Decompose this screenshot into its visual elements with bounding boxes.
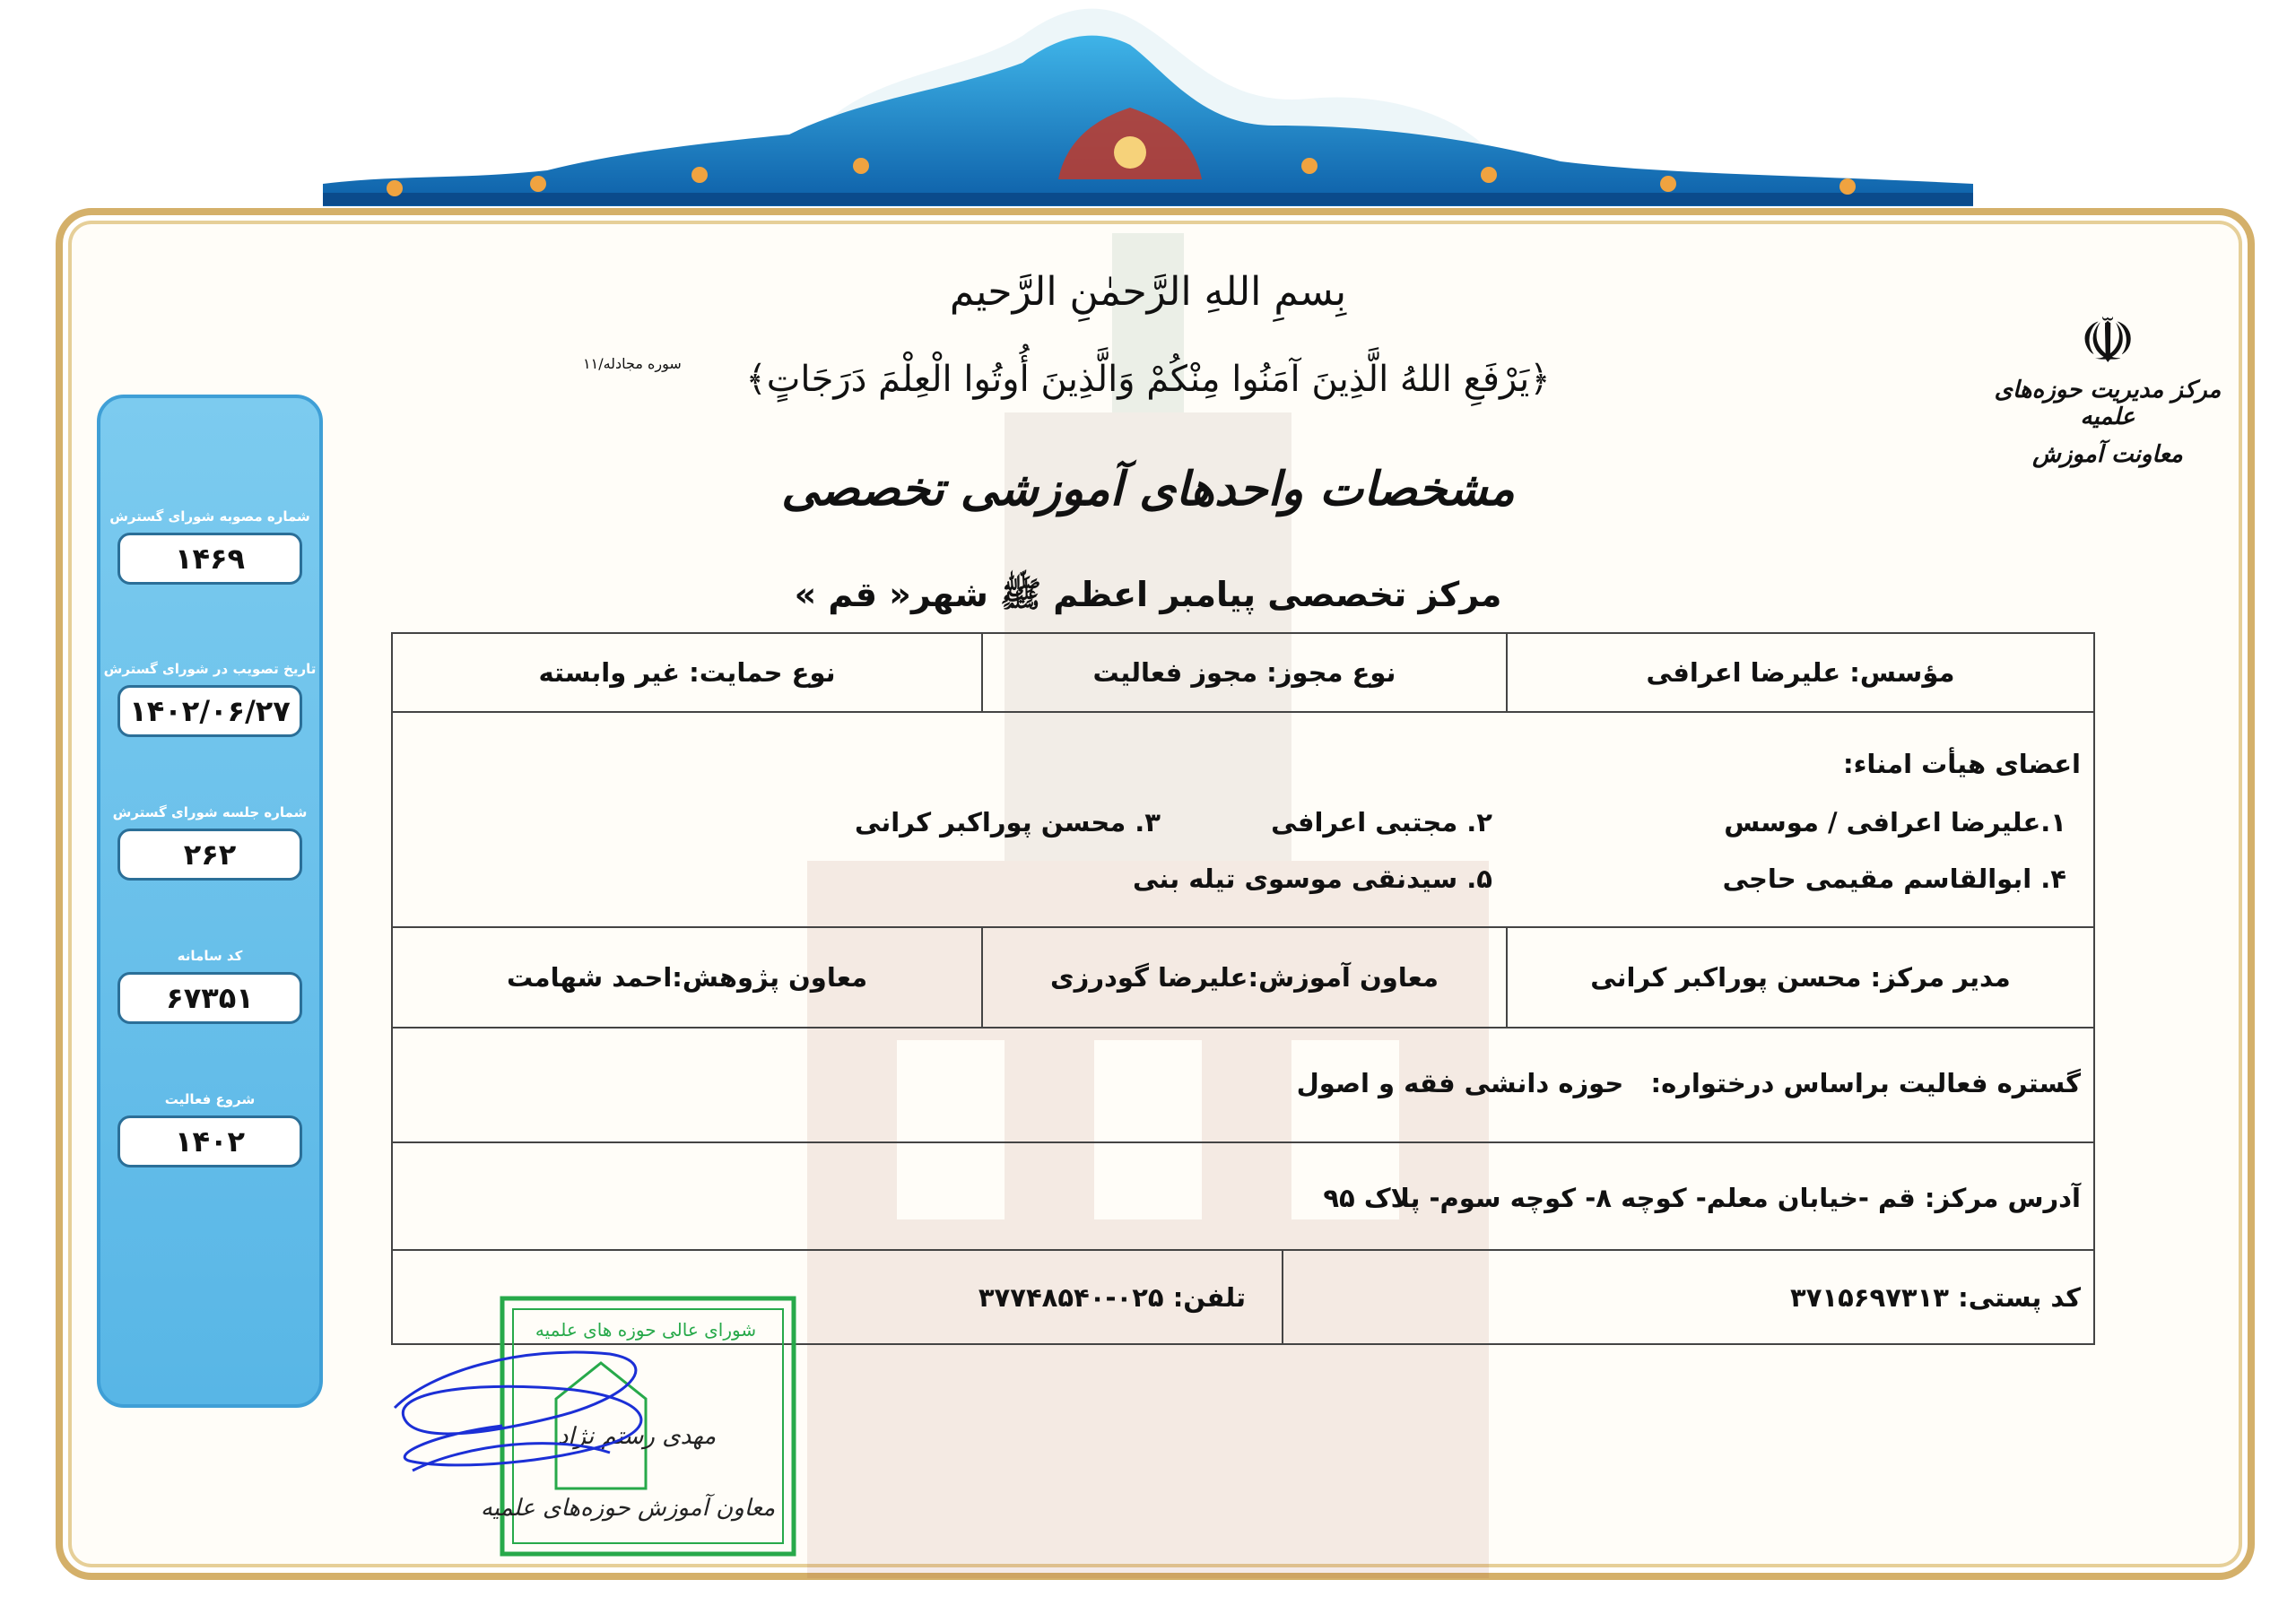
strip-label: شماره جلسه شورای گسترش — [112, 804, 308, 820]
table-row — [393, 1028, 2093, 1143]
activity-scope: گستره فعالیت براساس درختواره: حوزه دانشی فقه و اصول — [1296, 1068, 2081, 1098]
board-member: ۵. سیدنقی موسوی تیله بنی — [1133, 864, 1492, 894]
quran-verse: ﴿یَرْفَعِ اللهُ الَّذِینَ آمَنُوا مِنْکُمْ وَالَّذِینَ أُوتُوا الْعِلْمَ دَرَجَاتٍ﴾ — [745, 359, 1551, 400]
stamp-top-text: شورای عالی حوزه های علمیه — [535, 1319, 757, 1341]
basmala: بِسمِ اللهِ الرَّحمٰنِ الرَّحیم — [949, 269, 1347, 315]
document-title: مشخصات واحدهای آموزشی تخصصی — [781, 462, 1515, 516]
board-member: ۲. مجتبی اعرافی — [1271, 807, 1492, 838]
table-row — [393, 1143, 2093, 1251]
specifications-table — [391, 632, 2095, 1345]
council-session-number — [100, 802, 319, 881]
director-cell: مدیر مرکز: محسن پوراکبر کرانی — [1506, 928, 2093, 1027]
strip-label: کد سامانه — [177, 948, 243, 964]
table-row — [393, 928, 2093, 1028]
strip-label: شماره مصوبه شورای گسترش — [109, 508, 310, 525]
strip-label: شروع فعالیت — [164, 1091, 256, 1107]
table-row — [393, 634, 2093, 713]
registration-info-strip — [97, 395, 323, 1408]
strip-value: ۱۴۰۲ — [117, 1115, 302, 1167]
postal-code-cell: کد پستی: ۳۷۱۵۶۹۷۳۱۳ — [1282, 1251, 2093, 1343]
research-deputy-cell: معاون پژوهش:احمد شهامت — [506, 962, 868, 993]
board-member: ۱.علیرضا اعرافی / موسس — [1724, 807, 2066, 838]
stamp-title: معاون آموزش حوزه‌های علمیه — [480, 1495, 776, 1522]
center-name: مرکز تخصصی پیامبر اعظم ﷺ شهر« قم » — [794, 575, 1502, 614]
strip-value: ۶۷۳۵۱ — [117, 972, 302, 1024]
board-member: ۴. ابوالقاسم مقیمی حاجی — [1722, 864, 2066, 894]
council-approval-number — [100, 506, 319, 585]
surah-reference: سوره مجادله/۱۱ — [583, 355, 682, 372]
founder-cell: مؤسس: علیرضا اعرافی — [1506, 634, 2093, 711]
table-row — [393, 713, 2093, 928]
education-deputy-cell: معاون آموزش:علیرضا گودرزی — [981, 928, 1506, 1027]
iran-emblem-icon: ☫ — [2079, 304, 2136, 378]
seminary-management-logo — [1991, 305, 2224, 468]
phone-cell: تلفن: ۰۲۵-۳۷۷۴۸۵۴۰ — [978, 1281, 1246, 1313]
stamp-name: مهدی رستم نژاد — [557, 1423, 717, 1450]
strip-value: ۱۴۶۹ — [117, 533, 302, 585]
council-approval-date — [100, 658, 319, 737]
center-address: آدرس مرکز: قم -خیابان معلم- کوچه ۸- کوچه سوم- پلاک ۹۵ — [1323, 1183, 2081, 1213]
ornamental-banner — [323, 0, 1973, 215]
board-title: اعضای هیأت امناء: — [1842, 749, 2081, 779]
board-member: ۳. محسن پوراکبر کرانی — [855, 807, 1161, 838]
support-type-cell: نوع حمایت: غیر وابسته — [538, 657, 836, 688]
strip-value: ۱۴۰۲/۰۶/۲۷ — [117, 685, 302, 737]
activity-start — [100, 1089, 319, 1167]
system-code — [100, 945, 319, 1024]
logo-line2: معاونت آموزش — [2032, 441, 2183, 468]
strip-label: تاریخ تصویب در شورای گسترش — [103, 661, 317, 677]
official-stamp-signature — [377, 1291, 807, 1560]
strip-value: ۲۶۲ — [117, 829, 302, 881]
logo-line1: مرکز مدیریت حوزه‌های علمیه — [1994, 377, 2222, 430]
license-type-cell: نوع مجوز: مجوز فعالیت — [981, 634, 1506, 711]
